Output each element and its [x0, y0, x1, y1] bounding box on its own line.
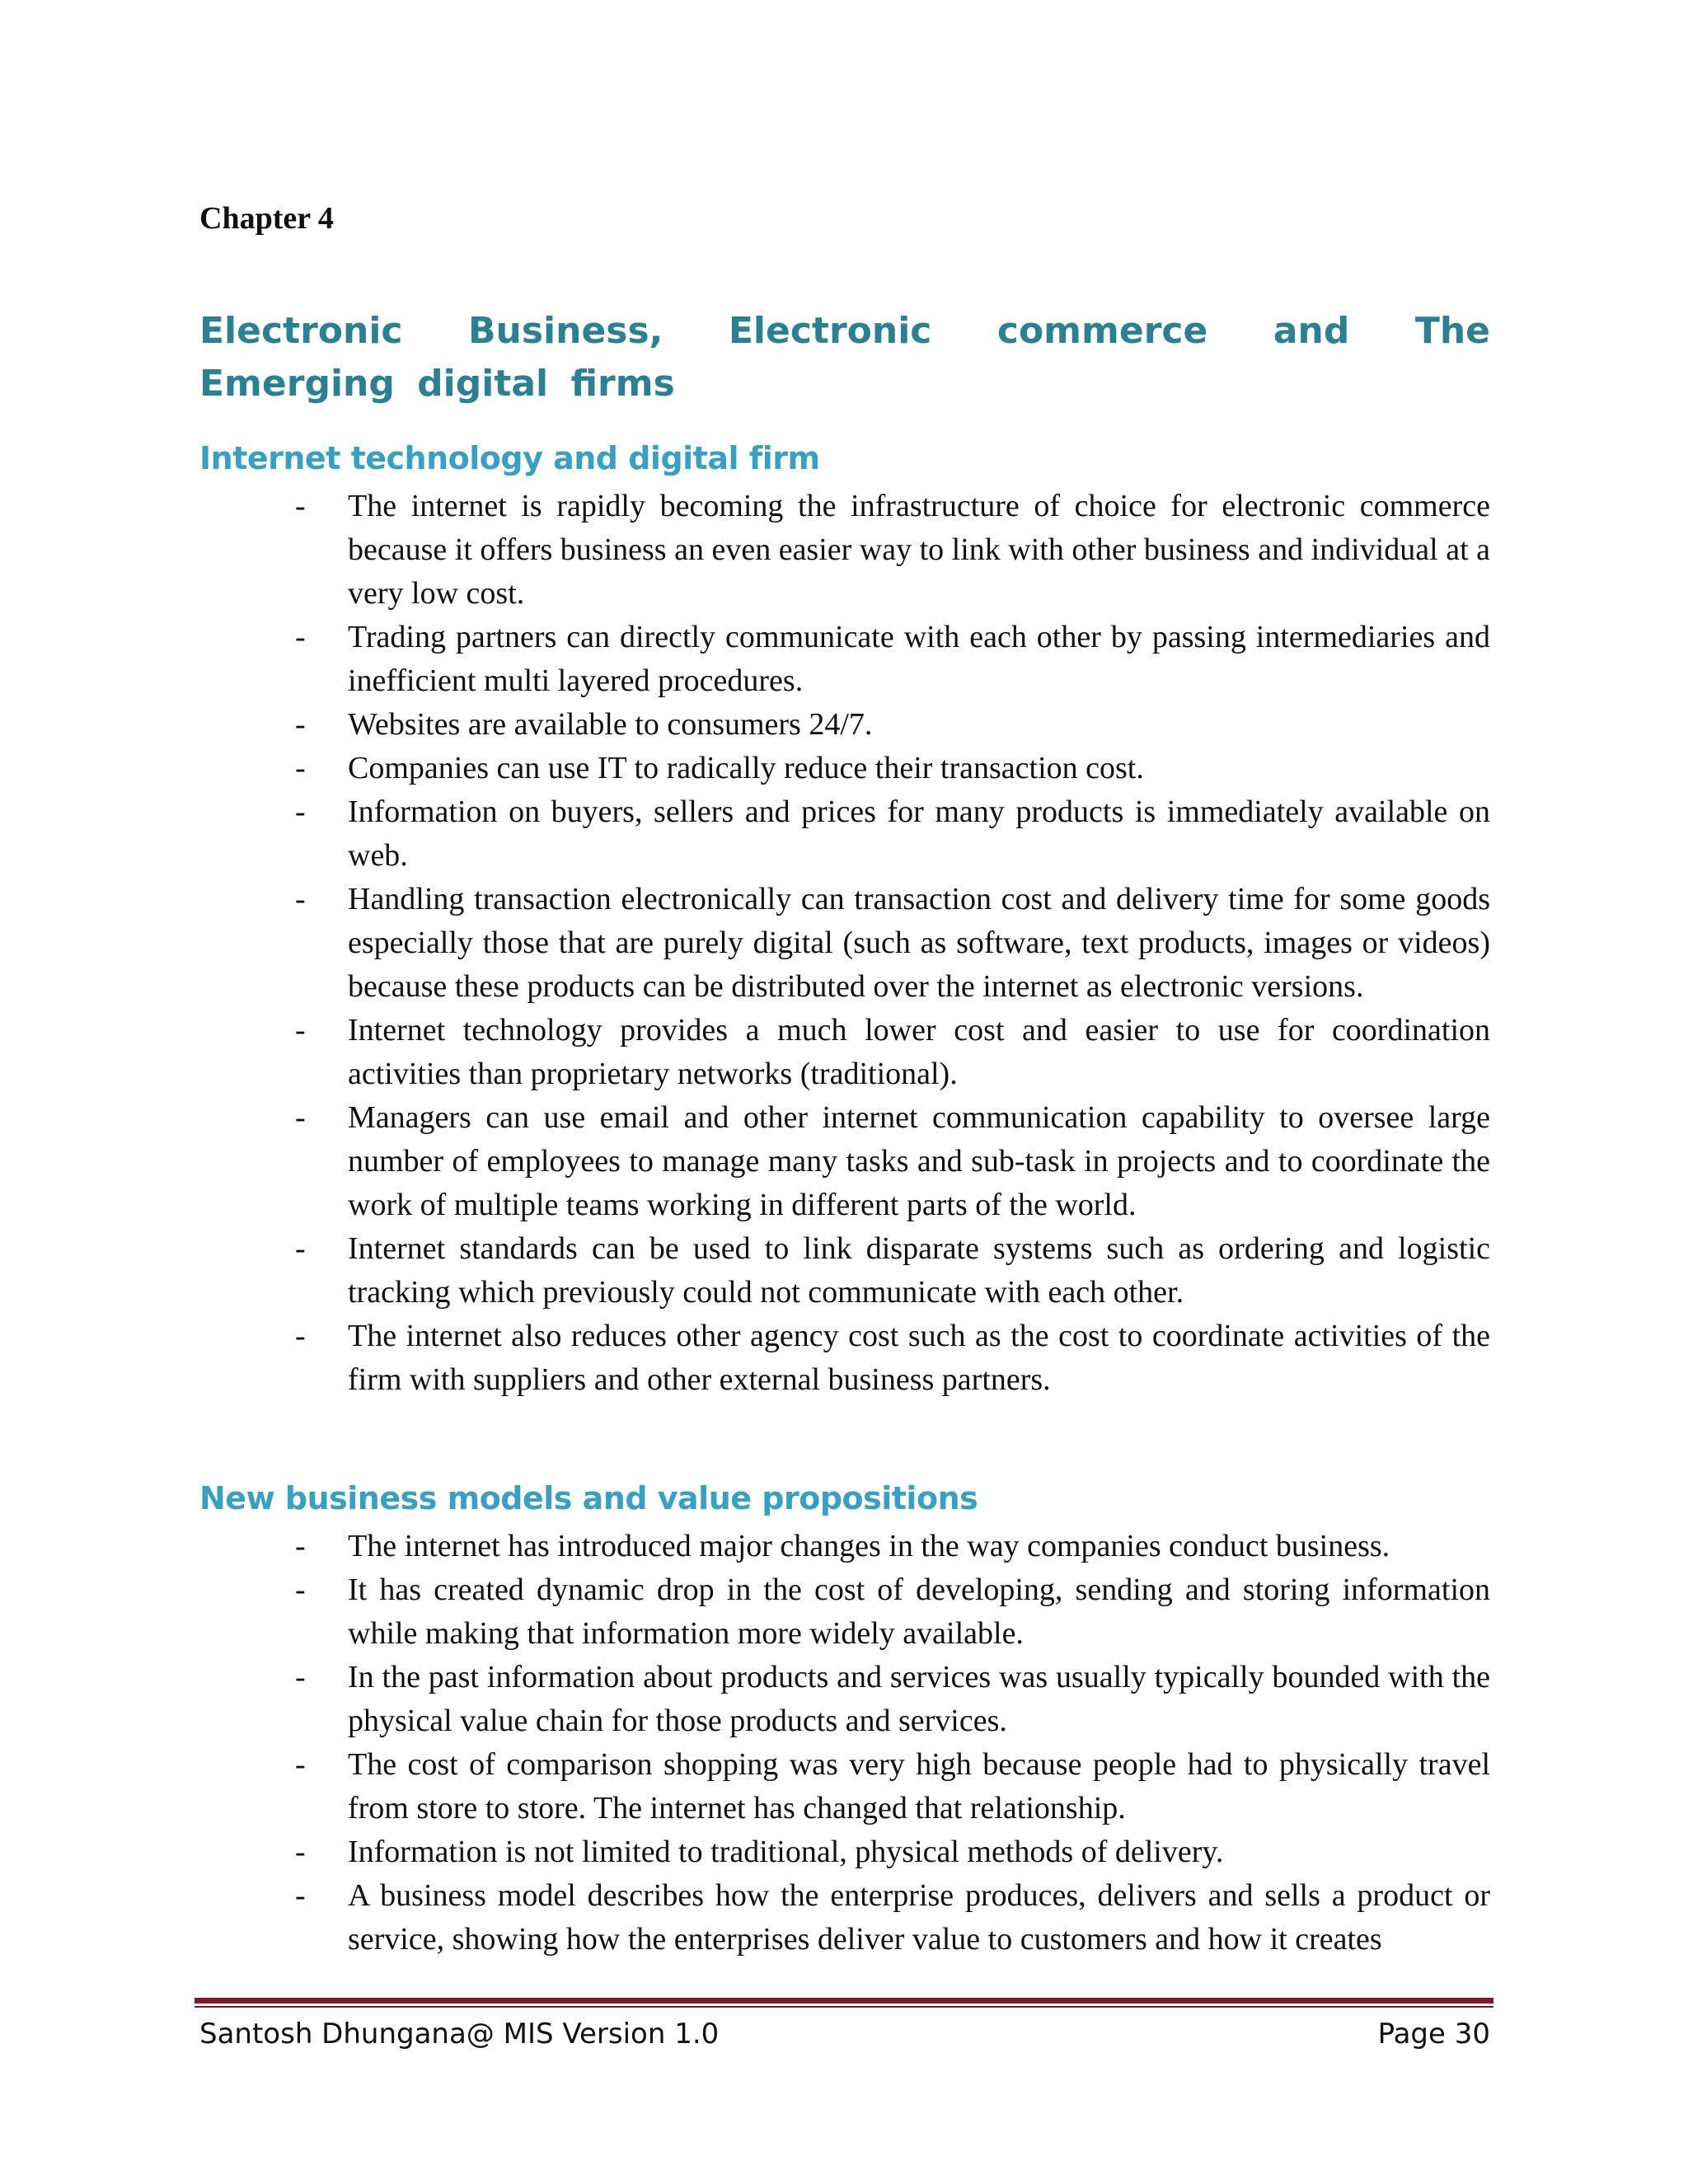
page-number: Page 30	[1377, 2018, 1490, 2050]
list-item-text: Information is not limited to traditional, physical methods of delivery.	[348, 1835, 1224, 1869]
bullet-dash: -	[295, 1835, 306, 1869]
list-item	[199, 1874, 1490, 1961]
list-item-text: Managers can use email and other internet communication capability to oversee large number of employees to manage many tasks and sub-task in projects and to coordinate the work of multiple teams working in different parts of the world.	[348, 1100, 1490, 1222]
list-item-text: A business model describes how the enterprise produces, delivers and sells a product or service, showing how the enterprises deliver value to customers and how it creates	[348, 1878, 1490, 1957]
list-item	[199, 790, 1490, 878]
list-item	[199, 703, 1490, 747]
list-item-text: The internet is rapidly becoming the infrastructure of choice for electronic commerce because it offers business an even easier way to link with other business and individual at a very low cost.	[348, 489, 1490, 611]
list-item	[199, 1525, 1490, 1568]
list-item	[199, 878, 1490, 1009]
bullet-dash: -	[295, 1572, 306, 1607]
footer-divider	[195, 1998, 1493, 2004]
list-item	[199, 747, 1490, 790]
list-item	[199, 1227, 1490, 1315]
bullet-list	[199, 485, 1490, 1402]
list-item-text: It has created dynamic drop in the cost of developing, sending and storing information while making that information more widely available.	[348, 1572, 1490, 1651]
list-item-text: Information on buyers, sellers and prices for many products is immediately available on web.	[348, 794, 1490, 873]
bullet-dash: -	[295, 1013, 306, 1047]
page-title: Electronic Business, Electronic commerce and The Emerging digital firms	[199, 310, 1490, 405]
list-item-text: Internet technology provides a much lower cost and easier to use for coordination activities than proprietary networks (traditional).	[348, 1013, 1490, 1091]
list-item-text: Trading partners can directly communicate with each other by passing intermediaries and inefficient multi layered procedures.	[348, 620, 1490, 698]
list-item-text: Internet standards can be used to link disparate systems such as ordering and logistic tracking which previously could not communicate with each other.	[348, 1231, 1490, 1310]
list-item	[199, 485, 1490, 616]
list-item	[199, 1096, 1490, 1227]
section-business-models	[199, 1477, 1490, 1961]
list-item-text: Handling transaction electronically can transaction cost and delivery time for some goods especially those that are purely digital (such as software, text products, images or videos) because these products can be distributed over the internet as electronic versions.	[348, 882, 1490, 1004]
list-item-text: In the past information about products and services was usually typically bounded with the physical value chain for those products and services.	[348, 1660, 1490, 1738]
list-item-text: The internet has introduced major changes in the way companies conduct business.	[348, 1529, 1390, 1563]
bullet-dash: -	[295, 489, 306, 523]
list-item	[199, 1656, 1490, 1743]
bullet-dash: -	[295, 794, 306, 829]
list-item	[199, 1743, 1490, 1830]
bullet-dash: -	[295, 751, 306, 785]
list-item	[199, 1315, 1490, 1402]
bullet-dash: -	[295, 620, 306, 654]
list-item	[199, 1830, 1490, 1874]
bullet-dash: -	[295, 1747, 306, 1782]
list-item	[199, 1009, 1490, 1096]
list-item	[199, 616, 1490, 703]
bullet-dash: -	[295, 1231, 306, 1266]
bullet-list	[199, 1525, 1490, 1961]
bullet-dash: -	[295, 1529, 306, 1563]
bullet-dash: -	[295, 707, 306, 742]
section-heading: New business models and value propositions	[199, 1480, 978, 1516]
bullet-dash: -	[295, 1100, 306, 1135]
list-item	[199, 1568, 1490, 1656]
bullet-dash: -	[295, 1660, 306, 1694]
list-item-text: The internet also reduces other agency cost such as the cost to coordinate activities of the firm with suppliers and other external business partners.	[348, 1319, 1490, 1397]
section-internet-technology	[199, 437, 1490, 1402]
list-item-text: Companies can use IT to radically reduce their transaction cost.	[348, 751, 1144, 785]
list-item-text: The cost of comparison shopping was very high because people had to physically travel from store to store. The internet has changed that relationship.	[348, 1747, 1490, 1825]
footer-divider-thin	[195, 2006, 1493, 2008]
bullet-dash: -	[295, 1319, 306, 1353]
bullet-dash: -	[295, 1878, 306, 1913]
chapter-label: Chapter 4	[199, 201, 334, 236]
footer-author: Santosh Dhungana@ MIS Version 1.0	[199, 2018, 720, 2050]
list-item-text: Websites are available to consumers 24/7.	[348, 707, 873, 742]
bullet-dash: -	[295, 882, 306, 916]
section-heading: Internet technology and digital firm	[199, 440, 820, 476]
